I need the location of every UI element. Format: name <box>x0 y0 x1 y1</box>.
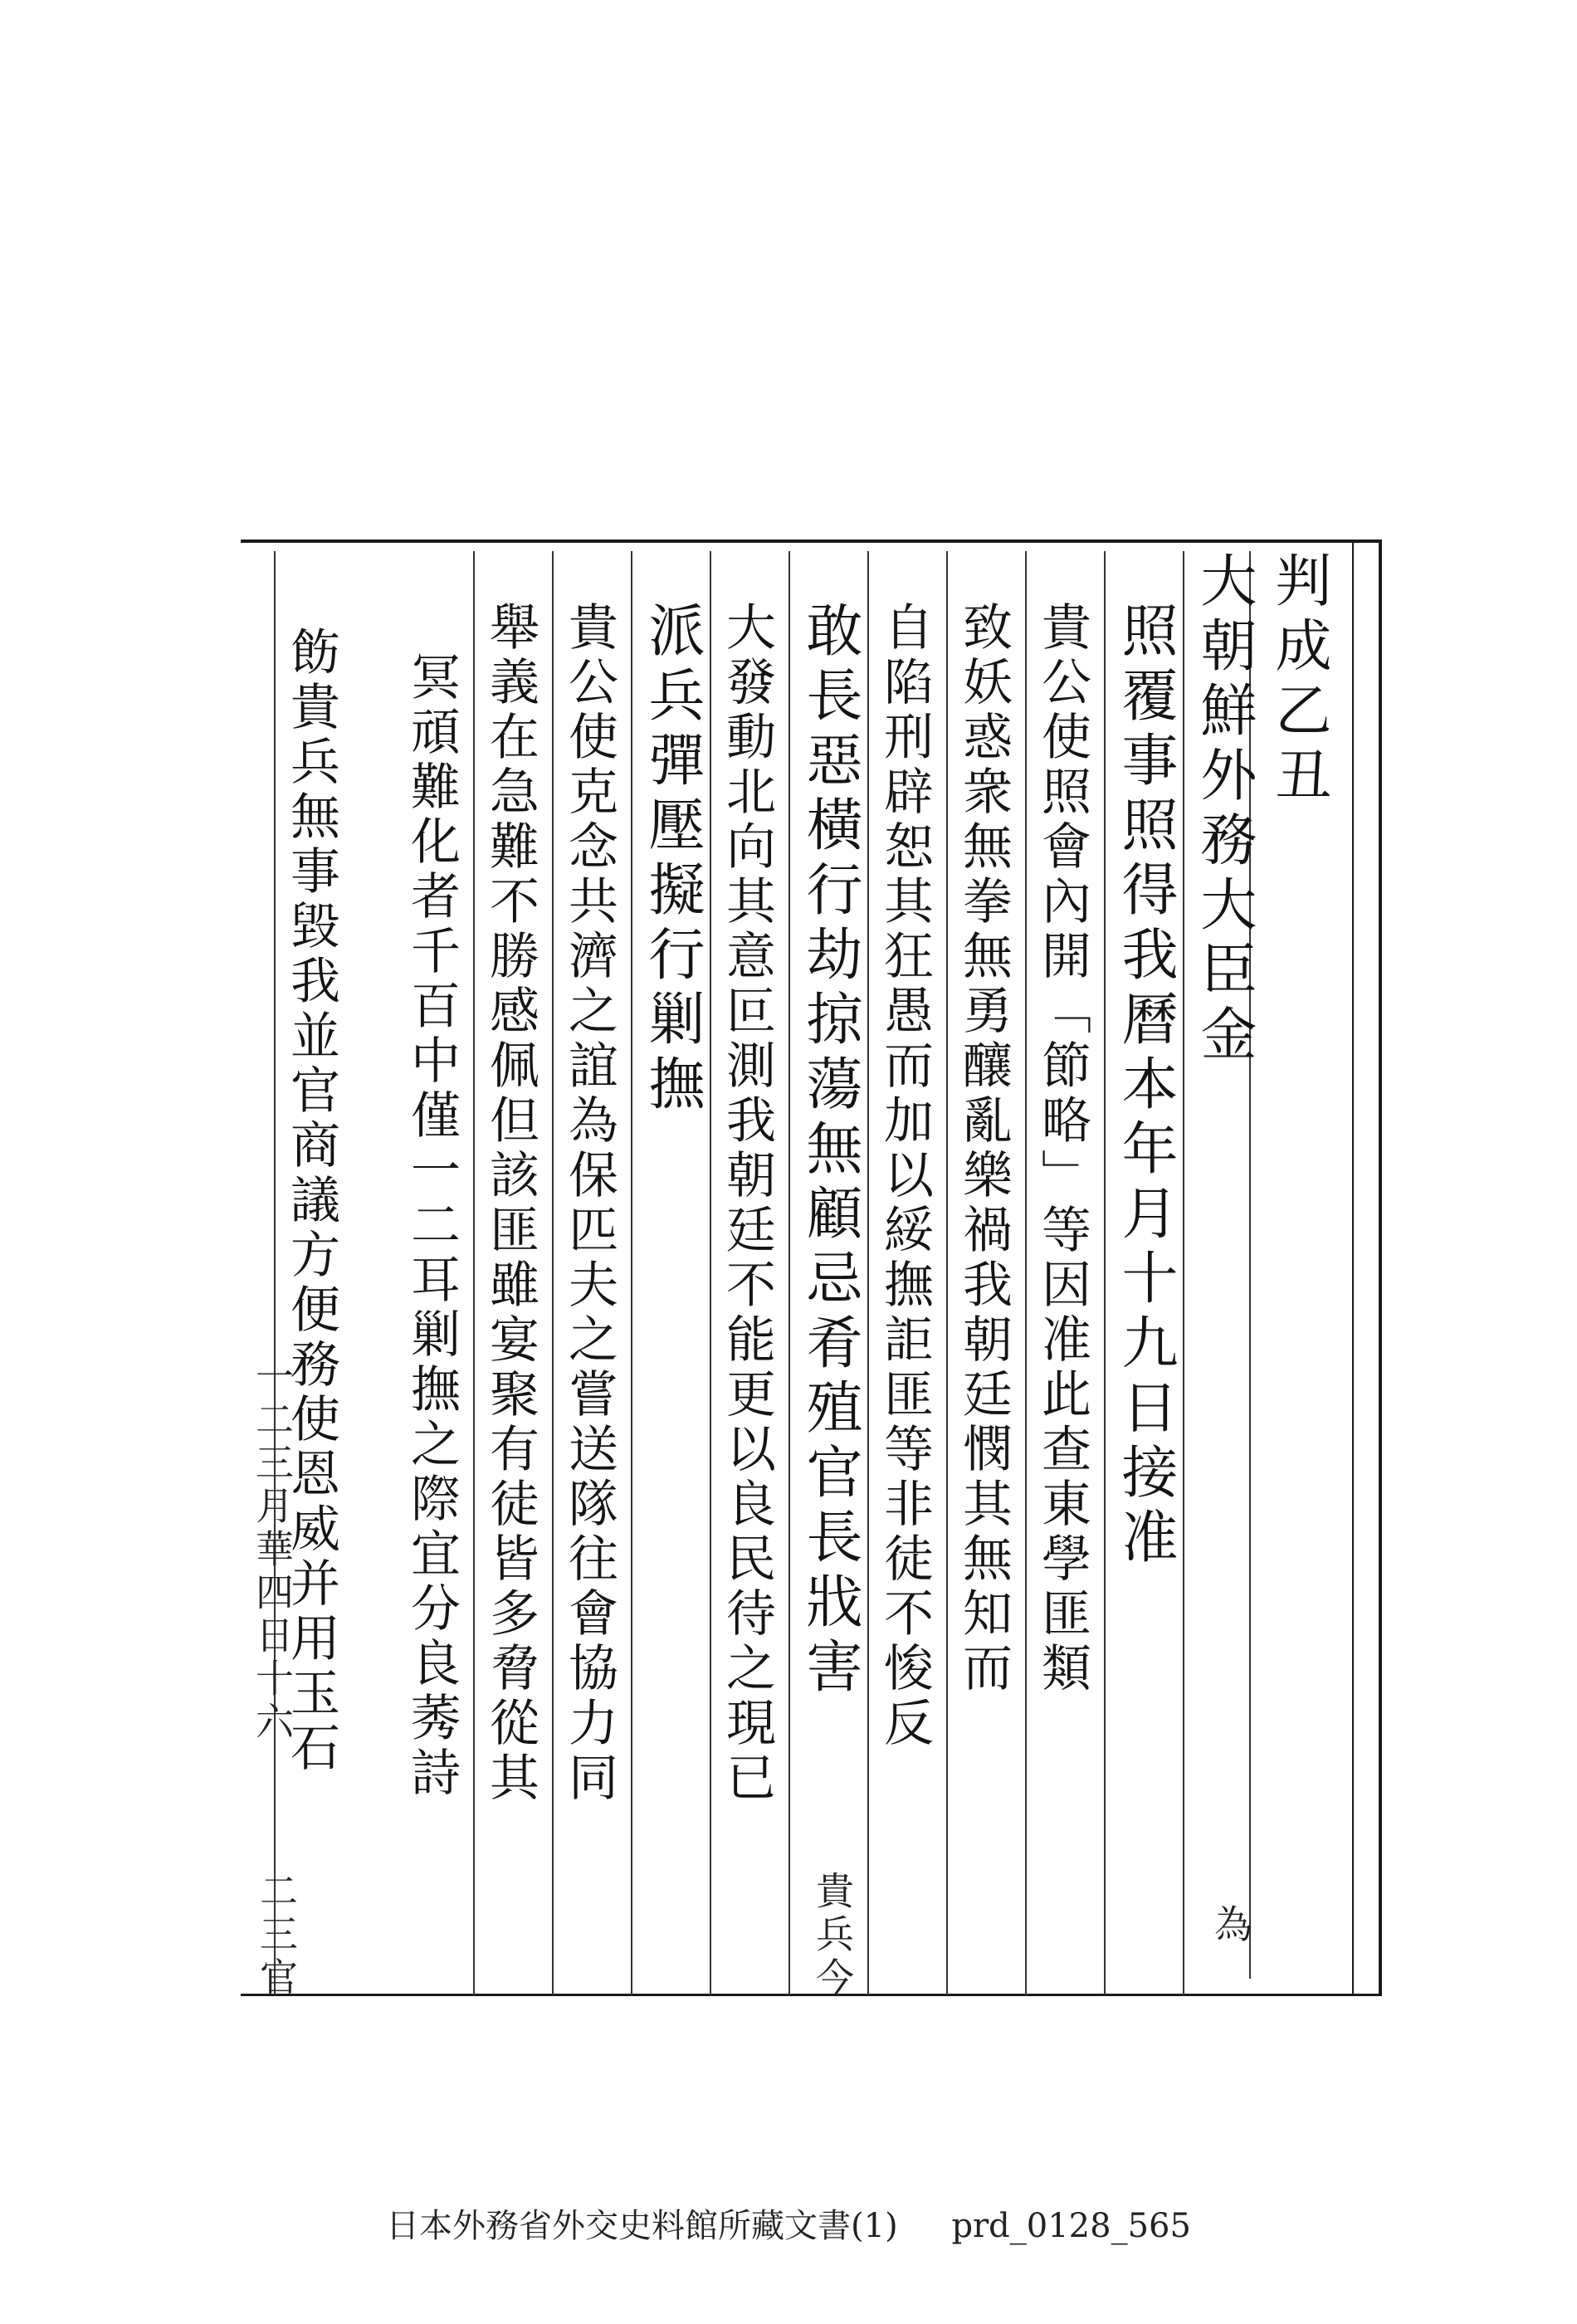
manuscript-column-6: 自陷刑辟恕其狂愚而加以綏撫詎匪等非徒不悛反 <box>876 601 934 1751</box>
manuscript-column-7: 敢長惡橫行劫掠蕩無顧忌肴殖官長戕害 <box>797 601 862 1702</box>
manuscript-column-4: 貴公使照會內開「節略」等因准此查東學匪類 <box>1033 601 1091 1697</box>
column-rule <box>1104 551 1106 1995</box>
manuscript-column-8: 大發動北向其意叵測我朝廷不能更以良民待之現已 <box>718 601 776 1806</box>
side-note-3: 一二三月華四日十六 <box>250 1356 295 1745</box>
manuscript-column-12: 冥頑難化者千百中僅一二耳剿撫之際宜分良莠詩 <box>403 651 461 1801</box>
column-rule <box>867 551 869 1995</box>
manuscript-column-11: 舉義在急難不勝感佩但該匪雖宴聚有徒皆多脅從其 <box>481 601 540 1806</box>
frame-inner-rule <box>1352 543 1354 1994</box>
column-rule <box>710 551 711 1995</box>
column-rule <box>274 551 276 1995</box>
side-note-4: 二三官 <box>254 1871 299 2000</box>
manuscript-frame <box>241 540 1382 2000</box>
column-rule <box>631 551 632 1995</box>
side-note-1: 為 <box>1208 1904 1253 1947</box>
manuscript-column-9: 派兵彈壓擬行剿撫 <box>639 601 705 1119</box>
manuscript-column-10: 貴公使克念共濟之誼為保匹夫之嘗送隊往會協力同 <box>560 601 618 1806</box>
column-rule <box>1025 551 1027 1995</box>
column-rule <box>946 551 948 1995</box>
manuscript-column-5: 致妖惑衆無拳無勇釀亂樂禍我朝廷憫其無知而 <box>954 601 1013 1697</box>
manuscript-column-13: 飭貴兵無事毀我並官商議方便務使恩威并用玉石 <box>282 626 340 1776</box>
footer-reference-id: prd_0128_565 <box>951 2207 1191 2245</box>
manuscript-column-1: 判成乙丑 <box>1266 551 1331 810</box>
side-note-2: 貴兵今 <box>810 1871 855 2000</box>
column-rule <box>1183 551 1184 1995</box>
column-rule <box>473 551 475 1995</box>
footer-archive-title: 日本外務省外交史料館所藏文書(1) <box>386 2207 898 2245</box>
column-rule <box>552 551 554 1995</box>
manuscript-column-3: 照覆事照得我曆本年月十九日接准 <box>1112 601 1178 1572</box>
page-footer <box>0 2200 1577 2247</box>
manuscript-column-2: 大朝鮮外務大臣金 <box>1191 551 1257 1069</box>
column-rule <box>788 551 790 1995</box>
